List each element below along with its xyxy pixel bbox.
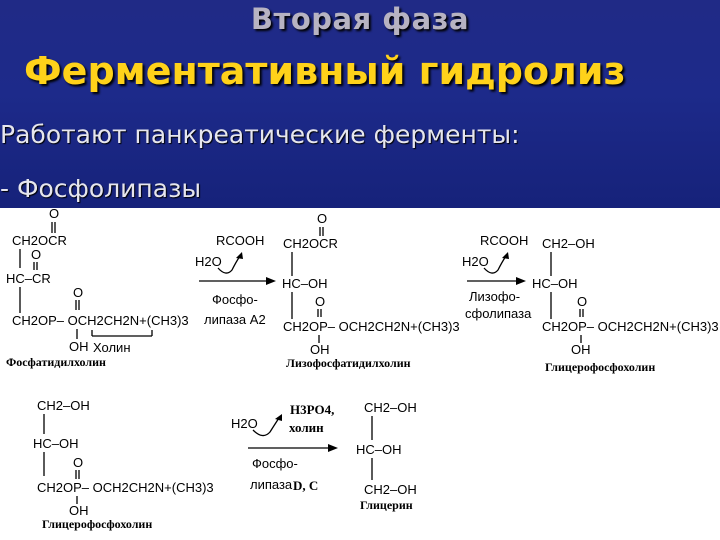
gpc2-row1: CH2–OH: [37, 398, 90, 413]
lpc-phosphate-o: O: [315, 294, 326, 309]
r2-rcooh: RCOOH: [480, 233, 529, 248]
r3-product1: H3PO4,: [290, 402, 335, 417]
bullet-line-enzymes: Работают панкреатические ферменты:: [0, 120, 520, 149]
glycerol-name: Глицерин: [360, 498, 413, 512]
lpc-name: Лизофосфатидилхолин: [286, 356, 411, 370]
glycerol-row2: HC–OH: [356, 442, 402, 457]
reaction-arrow-lysophospholipase: [462, 233, 532, 321]
pc-phosphate-o: O: [73, 285, 84, 300]
pc-row1: CH2OCR: [12, 233, 67, 248]
pc-name: Фосфатидилхолин: [6, 355, 106, 369]
r2-enzyme-line1: Лизофо-: [469, 289, 521, 304]
r1-rcooh: RCOOH: [216, 233, 265, 248]
gpc2-phosphate-o: O: [73, 455, 84, 470]
gpc2-row3: CH2OP– OCH2CH2N+(CH3)3: [37, 480, 214, 495]
pc-row2: HC–CR: [6, 271, 51, 286]
gpc-row3: CH2OP– OCH2CH2N+(CH3)3: [542, 319, 719, 334]
r2-h2o: H2O: [462, 254, 489, 269]
gpc-name: Глицерофосфохолин: [545, 360, 656, 374]
reaction-arrow-phospholipase-dc: [231, 402, 338, 493]
lpc-oh: OH: [310, 342, 330, 357]
pc-carbonyl-o2: O: [31, 247, 42, 262]
lpc-carbonyl-o1: O: [317, 211, 328, 226]
bullet-line-phospholipases: - Фосфолипазы: [0, 174, 202, 203]
r3-h2o: H2O: [231, 416, 258, 431]
phosphatidylcholine-structure: [6, 206, 189, 369]
slide-title: Ферментативный гидролиз: [24, 49, 626, 93]
r1-h2o: H2O: [195, 254, 222, 269]
pc-choline-label: Холин: [93, 340, 131, 355]
gpc-row2: HC–OH: [532, 276, 578, 291]
glycerol-row1: CH2–OH: [364, 400, 417, 415]
pc-carbonyl-o1: O: [49, 206, 60, 221]
r3-enzyme-line2: липаза: [250, 477, 293, 492]
r3-enzyme-line3: D, C: [293, 478, 319, 493]
lysophosphatidylcholine-structure: [282, 211, 460, 370]
glycerol-structure: [356, 400, 417, 512]
r3-enzyme-line1: Фосфо-: [252, 456, 298, 471]
pc-row3: CH2OP– OCH2CH2N+(CH3)3: [12, 313, 189, 328]
gpc2-oh: OH: [69, 503, 89, 518]
glycerophosphocholine-structure-bottom: [33, 398, 214, 531]
gpc-oh: OH: [571, 342, 591, 357]
gpc-phosphate-o: O: [577, 294, 588, 309]
lpc-row3: CH2OP– OCH2CH2N+(CH3)3: [283, 319, 460, 334]
gpc-row1: CH2–OH: [542, 236, 595, 251]
gpc2-row2: HC–OH: [33, 436, 79, 451]
reaction-arrow-a2: [195, 233, 276, 327]
r2-enzyme-line2: сфолипаза: [465, 306, 532, 321]
pc-oh: OH: [69, 339, 89, 354]
glycerophosphocholine-structure-top: [532, 236, 719, 374]
glycerol-row3: CH2–OH: [364, 482, 417, 497]
r3-product2: холин: [289, 420, 324, 435]
r1-enzyme-line1: Фосфо-: [212, 292, 258, 307]
lpc-row1: CH2OCR: [283, 236, 338, 251]
gpc2-name: Глицерофосфохолин: [42, 517, 153, 531]
lpc-row2: HC–OH: [282, 276, 328, 291]
slide-subtitle: Вторая фаза: [250, 2, 470, 36]
r1-enzyme-line2: липаза A2: [204, 312, 266, 327]
